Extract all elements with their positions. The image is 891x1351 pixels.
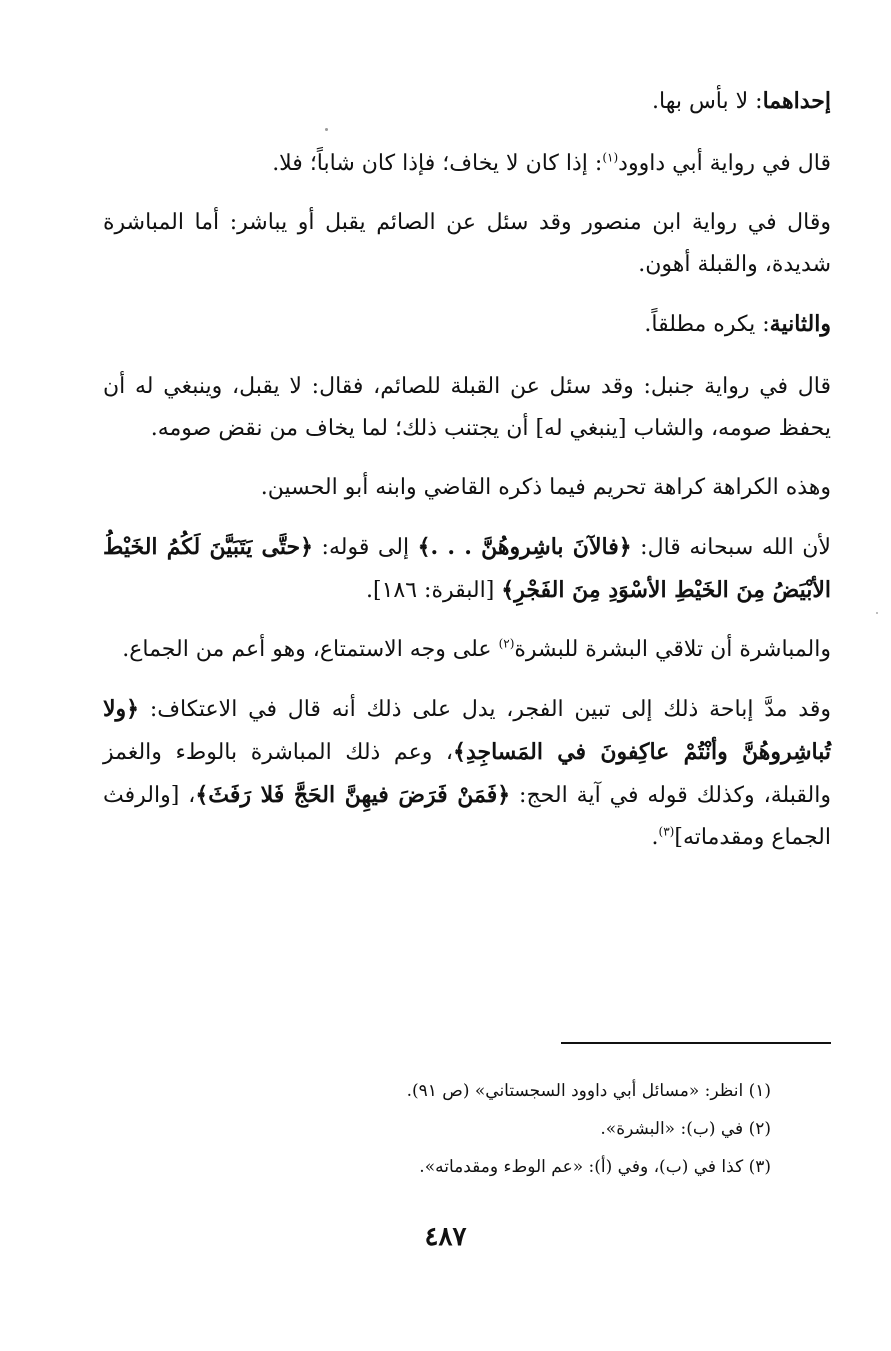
paragraph-text: والمباشرة أن تلاقي البشرة للبشرة [514, 637, 831, 662]
paragraph-abu-dawud [103, 143, 831, 185]
paragraph-first-opinion [103, 80, 831, 123]
scan-speck [325, 128, 328, 131]
paragraph-second-opinion [103, 303, 831, 346]
footnotes [111, 1072, 771, 1186]
paragraph-text: ، وعم ذلك المباشرة بالوطء والغمز والقبلة، وكذلك قوله في آية الحج: [103, 740, 831, 808]
paragraph-text: : لا بأس بها. [652, 89, 763, 114]
footnote-2: (٢) في (ب): «البشرة». [600, 1119, 771, 1139]
footnote-ref: (٢) [498, 636, 515, 651]
paragraph-text: . [651, 825, 659, 850]
paragraph-itikaf [103, 688, 831, 859]
quran-verse: ﴿حتَّى يَتَبَيَّنَ لَكُمُ الخَيْطُ الأبْيَضُ مِنَ الخَيْطِ الأسْوَدِ مِنَ الفَجْرِ﴾ [103, 534, 831, 603]
paragraph-text: ، [والرفث الجماع ومقدماته] [103, 783, 831, 850]
paragraph-text: وقد مدَّ إباحة ذلك إلى تبين الفجر، يدل على ذلك أنه قال في الاعتكاف: [139, 697, 831, 722]
footnote-separator [561, 1042, 831, 1044]
paragraph-text: : يكره مطلقاً. [644, 312, 770, 337]
paragraph-text: وهذه الكراهة كراهة تحريم فيما ذكره القاضي وابنه أبو الحسين. [260, 475, 831, 500]
paragraph-text: [البقرة: ١٨٦]. [366, 578, 502, 603]
footnote-3: (٣) كذا في (ب)، وفي (أ): «عم الوطء ومقدماته». [419, 1157, 771, 1177]
quran-verse: ﴿فَمَنْ فَرَضَ فيهِنَّ الحَجَّ فَلا رَفَثَ﴾ [195, 782, 511, 808]
paragraph-ibn-mansur [103, 202, 831, 286]
paragraph-text: قال في رواية جنبل: وقد سئل عن القبلة للصائم، فقال: لا يقبل، وينبغي له أن يحفظ صومه، والشاب [ينبغي له] أن يجتنب ذلك؛ لما يخاف من نقض صومه. [103, 374, 831, 441]
page-number: ٤٨٧ [424, 1222, 467, 1252]
paragraph-text: إلى قوله: [312, 535, 418, 560]
paragraph-text: وقال في رواية ابن منصور وقد سئل عن الصائم يقبل أو يباشر: أما المباشرة شديدة، والقبلة أهون. [103, 210, 831, 277]
paragraph-karaha [103, 467, 831, 509]
paragraph-text: على وجه الاستمتاع، وهو أعم من الجماع. [122, 637, 499, 662]
lead-word: والثانية [769, 311, 831, 337]
footnote-ref: (٣) [658, 824, 675, 839]
footnote-1: (١) انظر: «مسائل أبي داوود السجستاني» (ص ٩١). [406, 1081, 771, 1101]
footnote-ref: (١) [602, 150, 619, 165]
paragraph-mubashara [103, 629, 831, 671]
paragraph-hanbal [103, 366, 831, 450]
scan-speck [876, 612, 878, 614]
paragraph-quran-baqara [103, 526, 831, 612]
lead-word: إحداهما [762, 88, 831, 114]
quran-verse: ﴿ولا تُباشِروهُنَّ وأنْتُمْ عاكِفونَ في المَساجِدِ﴾ [103, 696, 831, 765]
paragraph-text: قال في رواية أبي داوود [618, 151, 831, 176]
quran-verse: ﴿فالآنَ باشِروهُنَّ . . .﴾ [417, 534, 632, 560]
paragraph-text: لأن الله سبحانه قال: [631, 535, 831, 560]
paragraph-text: : إذا كان لا يخاف؛ فإذا كان شاباً؛ فلا. [272, 151, 603, 176]
page-body [103, 80, 831, 876]
